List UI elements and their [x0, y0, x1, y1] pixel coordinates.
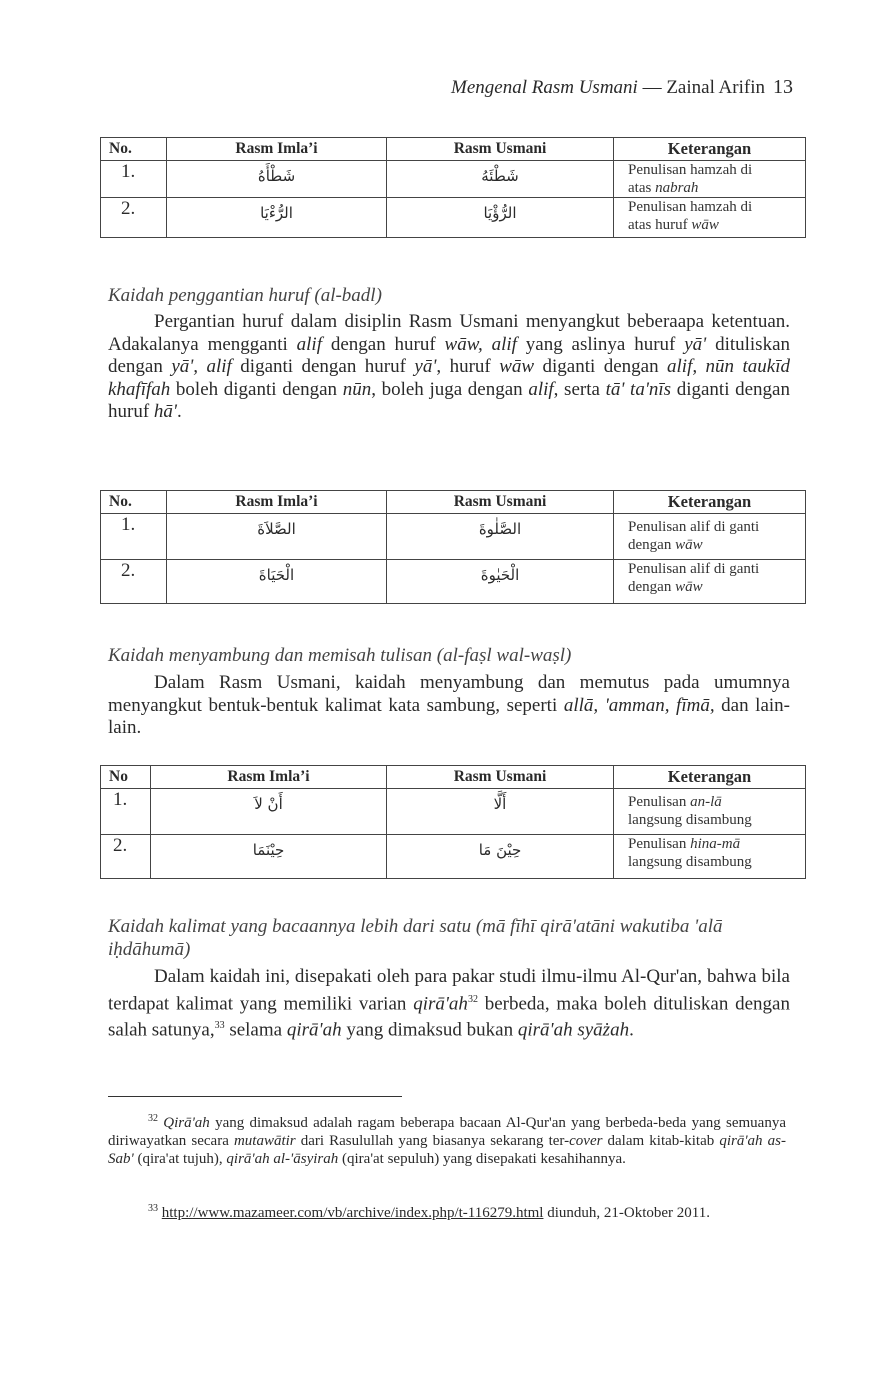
italic-term: qirā'ah: [413, 992, 468, 1014]
text-run: (qira'at sepuluh) yang disepakati kesahihannya.: [338, 1151, 626, 1167]
row-number: 1.: [101, 514, 167, 560]
keterangan-line1: Penulisan: [628, 794, 691, 810]
italic-term: qirā'ah syāżah: [517, 1019, 630, 1041]
keterangan-line2: dengan: [628, 579, 676, 595]
text-run: boleh diganti dengan: [170, 378, 343, 400]
paragraph-al-fasl-wal-wasl: [108, 672, 790, 740]
col-header-keterangan: Keterangan: [614, 491, 806, 514]
section-heading-al-badl: Kaidah penggantian huruf (al-badl): [108, 285, 382, 306]
text-run: (qira'at tujuh),: [133, 1151, 227, 1167]
text-run: Dalam Rasm Usmani, kaidah menyambung dan memutus pada umumnya menyangkut bentuk-bentuk kalimat kata sambung, seperti: [108, 672, 790, 716]
text-run: , serta: [553, 378, 606, 400]
keterangan-cell: [614, 198, 806, 238]
italic-term: qirā'ah al-'āsyirah: [226, 1151, 339, 1167]
text-run: dari Rasulullah yang biasanya sekarang ter-: [295, 1133, 570, 1149]
italic-term: mutawātir: [233, 1133, 296, 1149]
col-header-keterangan: Keterangan: [614, 766, 806, 789]
keterangan-line1: Penulisan alif di ganti: [628, 519, 760, 535]
paragraph-qiraatani: [108, 966, 790, 1042]
arabic-usmani: حِيْنَ مَا: [387, 835, 614, 879]
running-header: [451, 76, 793, 99]
text-run: , huruf: [436, 356, 500, 377]
italic-term: qirā'ah as-Sab': [108, 1133, 786, 1167]
arabic-imlai: الرُّءْيَا: [167, 198, 387, 238]
keterangan-line2: langsung disambung: [628, 812, 752, 828]
keterangan-term: nabrah: [655, 180, 699, 196]
keterangan-line1: Penulisan hamzah di: [628, 199, 753, 215]
italic-term: cover: [569, 1133, 603, 1149]
table-row: [101, 789, 806, 835]
table-al-fasl-wal-wasl: [100, 765, 806, 879]
table-al-badl: [100, 490, 806, 604]
col-header-imlai: Rasm Imla’i: [167, 491, 387, 514]
col-header-usmani: Rasm Usmani: [387, 491, 614, 514]
row-number: 1.: [101, 789, 151, 835]
col-header-usmani: Rasm Usmani: [387, 766, 614, 789]
arabic-imlai: أَنْ لاَ: [151, 789, 387, 835]
header-author: Zainal Arifin: [666, 77, 765, 98]
table-row: [101, 161, 806, 198]
footnote-link[interactable]: http://www.mazameer.com/vb/archive/index.php/t-116279.html: [161, 1205, 544, 1221]
paragraph-al-badl: [108, 311, 790, 424]
row-number: 1.: [101, 161, 167, 198]
text-run: dan lain-lain.: [108, 694, 790, 738]
page-number: 13: [773, 76, 793, 98]
arabic-imlai: الْحَيَاةَ: [167, 560, 387, 604]
row-number: 2.: [101, 198, 167, 238]
col-header-no: No: [101, 766, 151, 789]
italic-term: qirā'ah: [286, 1019, 342, 1041]
table-row: [101, 514, 806, 560]
text-run: diunduh, 21-Oktober 2011.: [543, 1205, 710, 1221]
keterangan-term: wāw: [675, 579, 703, 595]
col-header-no: No.: [101, 491, 167, 514]
arabic-imlai: الصَّلاَةَ: [167, 514, 387, 560]
table-row: [101, 835, 806, 879]
keterangan-cell: [614, 514, 806, 560]
keterangan-cell: [614, 560, 806, 604]
keterangan-line2: atas huruf: [628, 217, 692, 233]
footnote-number: 33: [148, 1203, 158, 1214]
keterangan-cell: [614, 789, 806, 835]
text-run: diganti dengan: [534, 356, 668, 377]
col-header-keterangan: Keterangan: [614, 138, 806, 161]
footnote-ref-33[interactable]: 33: [214, 1020, 225, 1032]
italic-term: yā': [414, 356, 437, 377]
italic-term: yā': [684, 333, 707, 355]
arabic-usmani: أَلَّا: [387, 789, 614, 835]
col-header-usmani: Rasm Usmani: [387, 138, 614, 161]
italic-term: tā' ta'nīs: [605, 378, 672, 400]
keterangan-term: hina-mā: [690, 836, 741, 852]
arabic-usmani: الرُّؤْيَا: [387, 198, 614, 238]
keterangan-cell: [614, 161, 806, 198]
italic-term: yā', alif: [171, 356, 232, 377]
italic-term: alif, nūn taukīd khafīfah: [108, 356, 790, 400]
arabic-imlai: شَطْأَهُ: [167, 161, 387, 198]
header-book-title: Mengenal Rasm Usmani: [451, 77, 638, 98]
text-run: yang dimaksud bukan: [341, 1019, 518, 1041]
arabic-usmani: الصَّلٰوةَ: [387, 514, 614, 560]
italic-term: allā, 'amman, fīmā,: [563, 694, 715, 716]
footnote-divider: [108, 1096, 402, 1097]
keterangan-line1: Penulisan alif di ganti: [628, 561, 760, 577]
text-run: yang dimaksud adalah ragam beberapa bacaan Al-Qur'an yang berbeda-beda yang semuanya diriwayatkan secara: [108, 1115, 786, 1149]
col-header-no: No.: [101, 138, 167, 161]
col-header-imlai: Rasm Imla’i: [151, 766, 387, 789]
arabic-usmani: الْحَيٰوةَ: [387, 560, 614, 604]
footnote-32: [108, 1110, 786, 1168]
footnote-ref-32[interactable]: 32: [467, 993, 478, 1005]
text-run: dalam kitab-kitab: [602, 1133, 720, 1149]
text-run: diganti dengan huruf: [108, 378, 790, 422]
text-run: berbeda, maka boleh dituliskan dengan salah satunya,: [108, 992, 790, 1041]
keterangan-cell: [614, 835, 806, 879]
table-row: [101, 560, 806, 604]
keterangan-term: wāw: [675, 537, 703, 553]
text-run: .: [176, 401, 182, 422]
keterangan-line2: langsung disambung: [628, 854, 752, 870]
section-heading-al-fasl-wal-wasl: Kaidah menyambung dan memisah tulisan (al-faṣl wal-waṣl): [108, 645, 572, 666]
italic-term: Qirā'ah: [163, 1115, 210, 1131]
table-hamzah: [100, 137, 806, 238]
arabic-imlai: حِيْنَمَا: [151, 835, 387, 879]
italic-term: wāw: [499, 356, 535, 377]
text-run: Dalam kaidah ini, disepakati oleh para pakar studi ilmu-ilmu Al-Qur'an, bahwa bila terdapat kalimat yang memiliki varian: [108, 966, 790, 1014]
text-run: yang aslinya huruf: [516, 333, 685, 355]
text-run: .: [629, 1019, 634, 1041]
italic-term: alif: [528, 378, 554, 400]
col-header-imlai: Rasm Imla’i: [167, 138, 387, 161]
row-number: 2.: [101, 835, 151, 879]
header-dash: —: [637, 77, 667, 98]
arabic-usmani: شَطْئَهُ: [387, 161, 614, 198]
text-run: diganti dengan huruf: [231, 356, 415, 377]
italic-term: alif: [296, 333, 322, 355]
text-run: dituliskan dengan: [108, 333, 791, 377]
keterangan-term: an-lā: [690, 794, 722, 810]
keterangan-line1: Penulisan hamzah di: [628, 162, 753, 178]
keterangan-line1: Penulisan: [628, 836, 691, 852]
text-run: dengan huruf: [321, 333, 445, 355]
text-run: selama: [224, 1019, 287, 1041]
row-number: 2.: [101, 560, 167, 604]
text-run: Pergantian huruf dalam disiplin Rasm Usmani menyangkut beberaapa ketentuan. Adakalanya mengganti: [108, 311, 790, 355]
keterangan-line2: dengan: [628, 537, 676, 553]
table-row: [101, 198, 806, 238]
keterangan-line2: atas: [628, 180, 656, 196]
footnote-number: 32: [148, 1113, 158, 1124]
section-heading-qiraatani: Kaidah kalimat yang bacaannya lebih dari satu (mā fīhī qirā'atāni wakutiba 'alā iḥdāhumā): [108, 916, 723, 960]
footnote-33: [108, 1200, 786, 1222]
italic-term: wāw, alif: [444, 333, 517, 355]
text-run: , boleh juga dengan: [371, 378, 529, 400]
italic-term: hā': [153, 401, 177, 422]
italic-term: nūn: [342, 378, 372, 400]
keterangan-term: wāw: [691, 217, 719, 233]
